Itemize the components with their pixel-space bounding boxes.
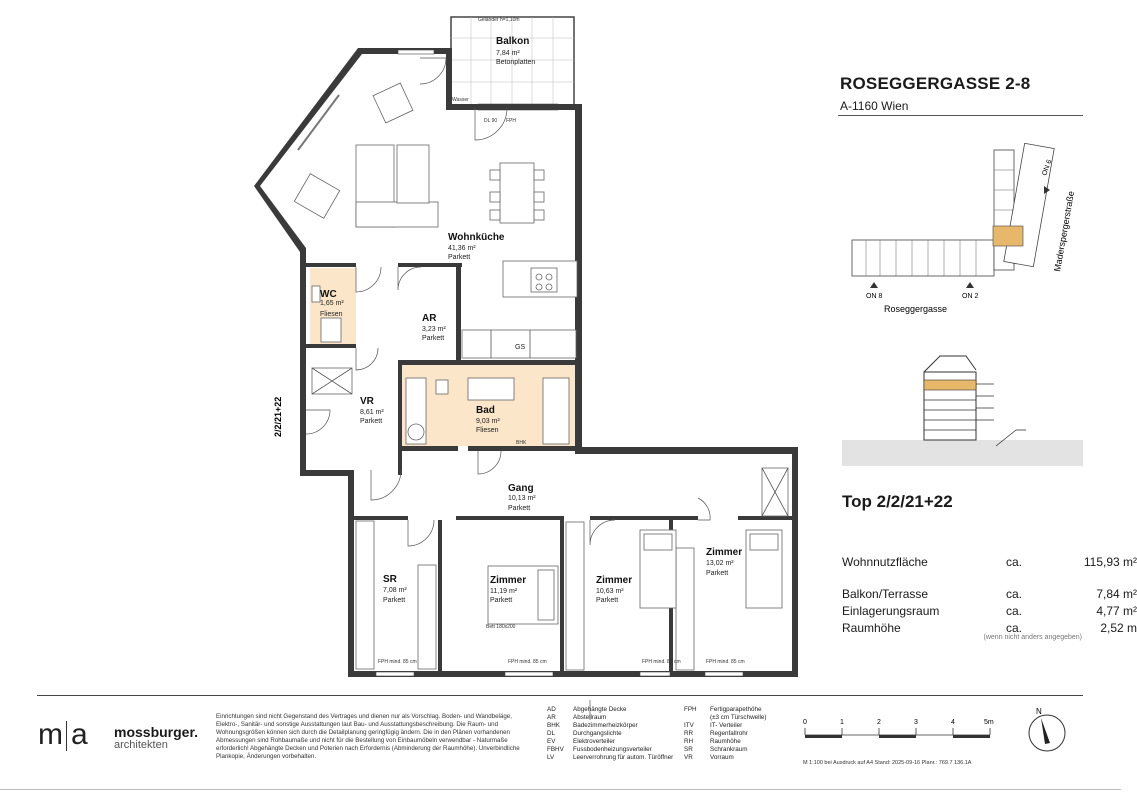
zimmer3-floor: Parkett: [706, 570, 729, 577]
logo-subtitle: architekten: [114, 739, 168, 751]
sr-name: SR: [383, 574, 397, 585]
wohnkueche-size: 41,36 m²: [448, 245, 476, 252]
gang-size: 10,13 m²: [508, 495, 536, 502]
footer-divider: [37, 695, 1083, 696]
logo-icon: m a: [38, 718, 87, 751]
svg-text:2: 2: [877, 719, 881, 726]
svg-text:N: N: [1036, 707, 1042, 716]
title-divider: [838, 115, 1083, 116]
zimmer2-size: 10,63 m²: [596, 588, 624, 595]
fph-label-1: FPH mind. 85 cm: [378, 659, 417, 665]
svg-text:0: 0: [803, 719, 807, 726]
svg-text:3: 3: [914, 719, 918, 726]
fph-short-label: FPH: [506, 118, 516, 124]
dl90-label: DL 90: [484, 118, 498, 124]
bett-label: Bett 180x200: [486, 624, 516, 630]
zimmer3-name: Zimmer: [706, 547, 743, 558]
balkon-size: 7,84 m²: [496, 50, 520, 57]
wc-floor: Fliesen: [320, 311, 343, 318]
gang-floor: Parkett: [508, 505, 531, 512]
bad-size: 9,03 m²: [476, 418, 500, 425]
area-row-living: Wohnnutzfläche ca. 115,93 m²: [842, 555, 1137, 569]
sr-floor: Parkett: [383, 597, 406, 604]
north-arrow-icon: [1029, 707, 1065, 751]
on8-label: ON 8: [866, 293, 883, 300]
scale-bar: [803, 719, 994, 738]
balkon-name: Balkon: [496, 36, 530, 47]
zimmer1-floor: Parkett: [490, 597, 513, 604]
project-address: A-1160 Wien: [840, 99, 909, 113]
vr-size: 8,61 m²: [360, 409, 384, 416]
area-row-balcony: Balkon/Terrasse ca. 7,84 m²: [842, 587, 1137, 601]
on6-label: ON 6: [1041, 158, 1054, 177]
area-note: (wenn nicht anders angegeben): [983, 634, 1082, 641]
balkon-floor: Betonplatten: [496, 59, 536, 66]
project-title: ROSEGGERGASSE 2-8: [840, 74, 1031, 93]
fph-label-2: FPH mind. 85 cm: [508, 659, 547, 665]
wc-size: 1,65 m²: [320, 300, 344, 307]
legend-left: AD Abgehängte Decke AR Abstellraum BHK Badezimmerheizkörper DL Durchgangslichte EV Elektroverteiler FBHV Fussbodenheizungsverteiler LV Leerverrohrung für autom. Türöffner: [547, 706, 674, 761]
fph-label-3: FPH mind. 85 cm: [642, 659, 681, 665]
street-bottom-label: Roseggergasse: [884, 304, 948, 314]
zimmer2-floor: Parkett: [596, 597, 619, 604]
legend-right: FPH Fertigparapethöhe (±3 cm Türschwelle) ITV IT- Verteiler RR Regenfallrohr RH Raumhöhe SR Schrankraum VR Vorraum: [684, 706, 767, 761]
zimmer2-name: Zimmer: [596, 575, 633, 586]
wohnkueche-floor: Parkett: [448, 254, 471, 261]
wc-name: WC: [320, 289, 337, 300]
vr-floor: Parkett: [360, 418, 383, 425]
vr-name: VR: [360, 396, 374, 407]
balkon-rail: Geländer h=1,10m: [478, 17, 520, 23]
on2-label: ON 2: [962, 293, 979, 300]
gang-name: Gang: [508, 483, 534, 494]
ar-size: 3,23 m²: [422, 326, 446, 333]
sr-size: 7,08 m²: [383, 587, 407, 594]
disclaimer-text: Einrichtungen sind nicht Gegenstand des Vertrages und dienen nur als Vorschlag. Boden- und Wandbeläge, Elektro-, Sanitär- und sonstige Ausstattungen laut Bau- und Ausstattungsbeschreibung. Die Raum- und Wohnungsgrößen können sich durch die Detailplanung geringfügig ändern. Die in den Plänen vorhandenen Abmessungen sind Rohbaumaße und nicht für die Bestellung von Einbaumöbeln verwendbar - Naturmaße erforderlich! Abgehängte Decken und Poterien nach Erfordernis (Abminderung der Raumhöhe). Unverbindliche Plankopie, Änderungen vorbehalten.: [216, 713, 520, 760]
bhk-label: BHK: [516, 440, 527, 446]
ar-floor: Parkett: [422, 335, 445, 342]
section-sketch: [842, 356, 1083, 466]
page-bottom-rule: [0, 789, 1121, 790]
ar-name: AR: [422, 313, 437, 324]
unit-label: Top 2/2/21+22: [842, 492, 953, 511]
area-row-height: Raumhöhe ca. 2,52 m: [842, 621, 1137, 635]
street-right-label: Maderspergerstraße: [1052, 190, 1077, 273]
svg-text:4: 4: [951, 719, 955, 726]
zimmer1-name: Zimmer: [490, 575, 527, 586]
svg-text:1: 1: [840, 719, 844, 726]
bad-floor: Fliesen: [476, 427, 499, 434]
bad-name: Bad: [476, 405, 495, 416]
gs-label: GS: [515, 344, 526, 351]
area-row-storage: Einlagerungsraum ca. 4,77 m²: [842, 604, 1137, 618]
svg-text:5m: 5m: [984, 719, 994, 726]
zimmer1-size: 11,19 m²: [490, 588, 518, 595]
wohnkueche-name: Wohnküche: [448, 232, 505, 243]
wasser-label: Wasser: [452, 97, 469, 103]
site-key-map: [852, 143, 1076, 314]
fph-label-4: FPH mind. 85 cm: [706, 659, 745, 665]
logo-name: mossburger.: [114, 724, 199, 740]
scale-note: M 1:100 bei Ausdruck auf A4 Stand: 2025-09-16 Planr.: 769.7 136.1A: [803, 760, 972, 766]
zimmer3-size: 13,02 m²: [706, 560, 734, 567]
door-label: 2/2/21+22: [273, 396, 283, 437]
